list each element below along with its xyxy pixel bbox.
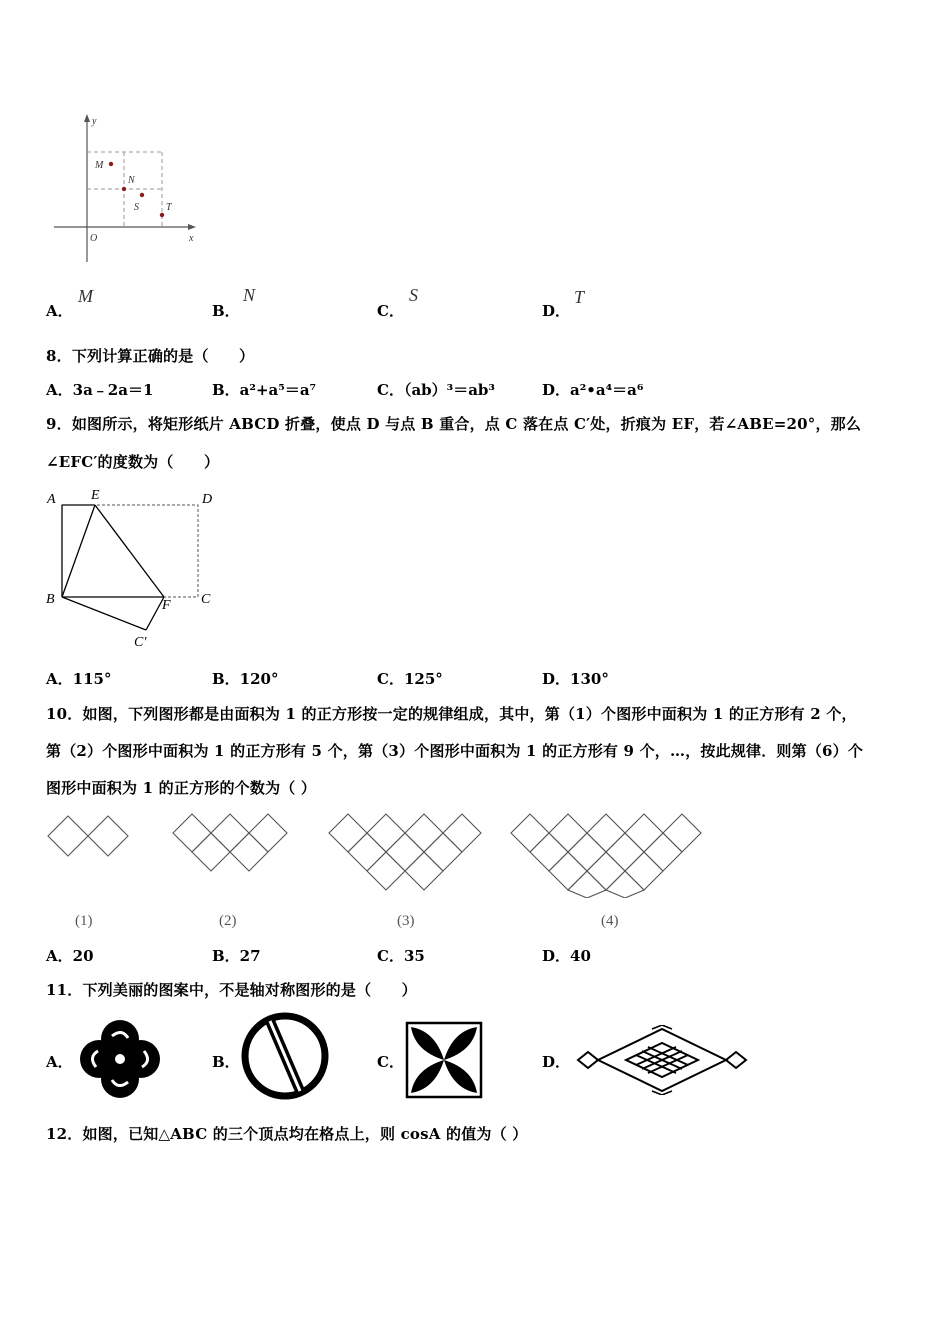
- point-S: [140, 193, 144, 197]
- point-T-label: T: [166, 202, 172, 213]
- q11-pattern-d-icon: [576, 1025, 748, 1099]
- q10-option-c[interactable]: C．35: [377, 947, 425, 965]
- q8-option-d[interactable]: D．a²•a⁴＝a⁶: [542, 381, 644, 399]
- q8-option-b[interactable]: B．a²+a⁵＝a⁷: [212, 381, 317, 399]
- q10-option-a[interactable]: A．20: [46, 947, 94, 965]
- q8-option-c[interactable]: C．（ab）³＝ab³: [377, 381, 495, 399]
- q9-stem-line2: ∠EFC′的度数为（ ）: [46, 453, 220, 471]
- q7-option-d[interactable]: [542, 300, 570, 321]
- q10-stem-line2: 第（2）个图形中面积为 1 的正方形有 5 个，第（3）个图形中面积为 1 的正方形有 9 个，…，按此规律．则第（6）个: [46, 742, 864, 760]
- label-C: C: [201, 592, 211, 607]
- q11-option-d[interactable]: D．: [542, 1053, 571, 1071]
- q11-pattern-b-icon: [238, 1011, 332, 1105]
- q11-option-c[interactable]: C．: [377, 1053, 404, 1071]
- q10-option-b[interactable]: B．27: [212, 947, 261, 965]
- label-C-prime: C′: [134, 635, 147, 650]
- pattern-1: [48, 816, 128, 856]
- y-axis-arrow-icon: [84, 114, 90, 122]
- segment-BE: [62, 505, 95, 597]
- q7-option-c-value: S: [409, 285, 418, 305]
- q9-option-b[interactable]: B．120°: [212, 670, 279, 688]
- q7-graph: [50, 112, 210, 267]
- q10-caption-3: (3): [397, 913, 415, 929]
- point-M-label: M: [95, 160, 104, 171]
- q11-option-b[interactable]: B．: [212, 1053, 240, 1071]
- pattern-3: [329, 814, 481, 890]
- label-A: A: [47, 492, 56, 507]
- q9-stem-line1: 9．如图所示，将矩形纸片 ABCD 折叠，使点 D 与点 B 重合，点 C 落在点 C′处，折痕为 EF，若∠ABE=20°，那么: [46, 415, 862, 433]
- point-M: [109, 162, 113, 166]
- q7-option-b-value: N: [243, 285, 256, 305]
- q10-option-d[interactable]: D．40: [542, 947, 591, 965]
- q10-stem-line1: 10．如图，下列图形都是由面积为 1 的正方形按一定的规律组成，其中，第（1）个图形中面积为 1 的正方形有 2 个，: [46, 705, 857, 723]
- origin-label: O: [90, 233, 98, 244]
- point-N-label: N: [128, 175, 135, 186]
- q11-pattern-c-icon: [405, 1021, 483, 1103]
- q11-option-a[interactable]: A．: [46, 1053, 73, 1071]
- q10-pattern-figures: [44, 808, 714, 898]
- q10-stem-line3: 图形中面积为 1 的正方形的个数为（ ）: [46, 779, 317, 797]
- point-T: [160, 213, 164, 217]
- q12-stem: 12．如图，已知△ABC 的三个顶点均在格点上，则 cosA 的值为（ ）: [46, 1125, 528, 1143]
- label-D: D: [202, 492, 213, 507]
- q8-option-a[interactable]: A．3a﹣2a＝1: [46, 381, 154, 399]
- q7-option-a[interactable]: [46, 300, 73, 321]
- x-axis-arrow-icon: [188, 224, 196, 230]
- q9-option-a[interactable]: A．115°: [46, 670, 112, 688]
- q7-option-a-value: M: [78, 286, 93, 306]
- q9-option-d[interactable]: D．130°: [542, 670, 609, 688]
- label-E: E: [91, 488, 100, 503]
- x-axis-label: x: [189, 233, 194, 244]
- option-letter: C．: [377, 302, 404, 320]
- q9-option-c[interactable]: C．125°: [377, 670, 443, 688]
- q11-stem: 11．下列美丽的图案中，不是轴对称图形的是（ ）: [46, 981, 417, 999]
- option-letter: B．: [212, 302, 240, 320]
- label-F: F: [162, 598, 171, 613]
- q10-caption-1: (1): [75, 913, 93, 929]
- label-B: B: [46, 592, 55, 607]
- segment-BC-prime: [62, 597, 146, 630]
- point-S-label: S: [134, 202, 139, 213]
- q11-pattern-a-icon: [78, 1018, 162, 1104]
- q8-stem: 8．下列计算正确的是（ ）: [46, 347, 255, 365]
- option-letter: D．: [542, 302, 571, 320]
- q10-caption-2: (2): [219, 913, 237, 929]
- point-N: [122, 187, 126, 191]
- q7-option-c[interactable]: [377, 300, 404, 321]
- option-letter: A．: [46, 302, 73, 320]
- q7-option-b[interactable]: [212, 300, 240, 321]
- q7-option-d-value: T: [574, 287, 585, 307]
- pattern-2: [173, 814, 287, 871]
- q9-figure: [44, 485, 224, 655]
- q10-caption-4: (4): [601, 913, 619, 929]
- segment-EF: [95, 505, 164, 597]
- pattern-4: [511, 814, 701, 898]
- y-axis-label: y: [92, 116, 97, 127]
